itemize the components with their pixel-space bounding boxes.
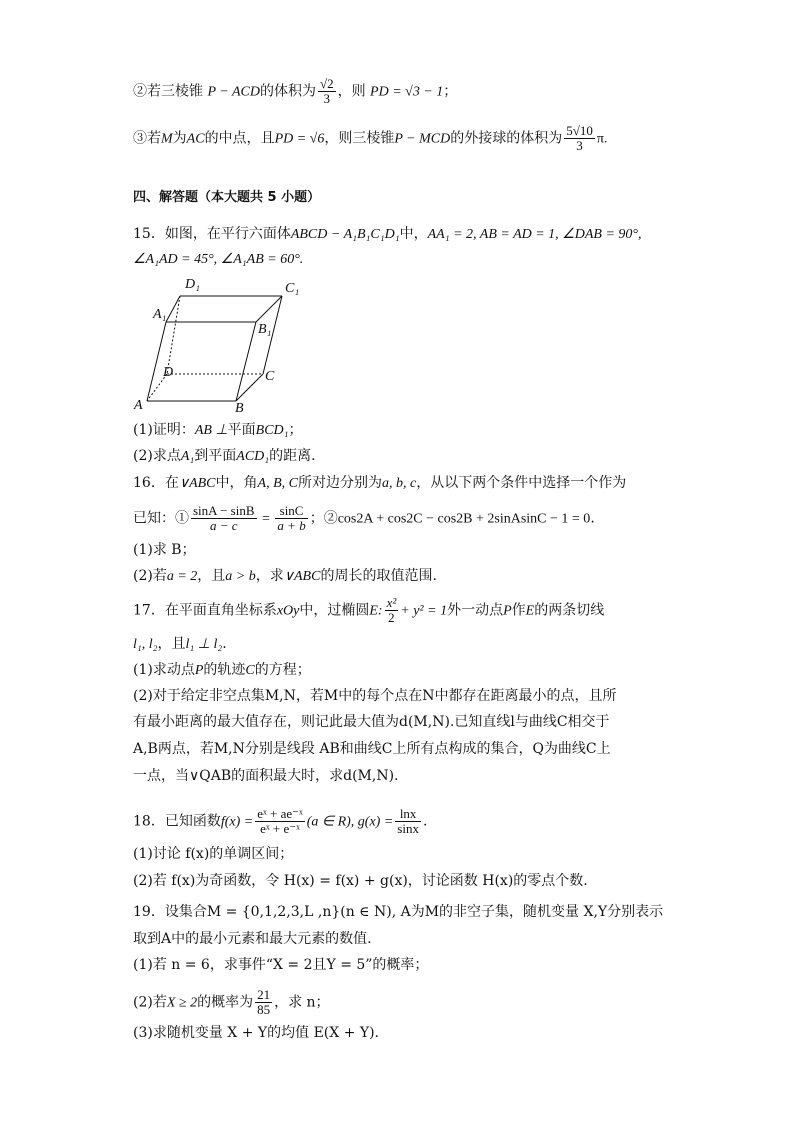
q15-part2: [133, 446, 316, 467]
fraction-num: sinC: [275, 504, 307, 519]
q17-part2-l3: A,B两点，若M,N分别是线段 AB和曲线C上所有点构成的集合，Q为曲线C上: [133, 741, 611, 757]
q18-part1: (1)讨论 f(x)的单调区间；: [133, 846, 294, 862]
q16-text: ，从以下两个条件中选择一个作为: [416, 475, 627, 491]
q19-part1: (1)若 n = 6，求事件“X = 2且Y = 5”的概率；: [133, 957, 429, 973]
q19-text: (2)若: [133, 994, 167, 1011]
q15-text: (1)证明：: [133, 422, 195, 438]
q17-math: + y² = 1: [400, 603, 448, 619]
fraction-den: 2: [388, 610, 395, 625]
statement-2-math: P − ACD: [207, 84, 260, 100]
fraction: [255, 807, 305, 836]
q17-text: 外一动点: [447, 602, 504, 619]
q17-line1: [133, 596, 604, 625]
q16-line2: [133, 504, 595, 533]
q16-part1: (1)求 B；: [133, 542, 196, 558]
fraction-den: a + b: [277, 518, 306, 533]
q17-text: 中，过椭圆: [299, 602, 370, 619]
label-b: B: [235, 401, 244, 414]
label-d: D: [163, 365, 174, 380]
fraction-num: 21: [257, 987, 271, 1002]
fraction-num: 5√10: [566, 123, 593, 138]
q15-math: ABCD − A₁B₁C₁D₁: [290, 227, 400, 242]
q16-text: 所对边分别为: [297, 475, 382, 491]
fraction-den: 85: [257, 1002, 271, 1017]
fraction-den: 3: [576, 138, 583, 153]
q16-text: ，求: [255, 568, 284, 584]
section-heading: 四、解答题（本大题共 5 小题）: [133, 190, 321, 205]
q17-text: 的两条切线: [534, 602, 605, 619]
q17-math: E: [525, 603, 535, 619]
q15-math: BCD₁: [255, 423, 289, 438]
q17-text: .: [222, 636, 227, 652]
q16-text: 中，角: [215, 475, 258, 491]
q15-text: 到平面: [194, 448, 237, 464]
q16-line1: [133, 473, 626, 494]
q19-math: X ≥ 2: [166, 995, 198, 1011]
q16-text: 16．在: [133, 475, 179, 491]
q19-line1: 19．设集合M = {0,1,2,3,L ,n}(n ∈ N), A为M的非空子集，随机变量 X,Y分别表示: [133, 904, 664, 920]
q16-math: ∨ABC: [283, 569, 321, 584]
statement-2-math: PD = √3 − 1: [370, 84, 444, 100]
label-c: C: [265, 369, 275, 384]
fraction: [395, 807, 421, 836]
fraction-num: √2: [319, 76, 334, 91]
statement-3-text: ③若: [133, 130, 161, 147]
label-a: A: [134, 398, 143, 413]
q15-text: 的距离.: [269, 448, 316, 464]
fraction-num: sinA − sinB: [193, 503, 255, 518]
statement-3-math: PD = √6: [274, 131, 325, 147]
fraction-num: eˣ + ae⁻ˣ: [257, 806, 303, 821]
q19-part3: (3)求随机变量 X + Y的均值 E(X + Y).: [133, 1025, 380, 1041]
statement-3-text: 的中点，且: [204, 130, 275, 147]
fraction-num: lnx: [395, 807, 421, 822]
edge-bc: [236, 374, 263, 401]
q15-text: (2)求点: [133, 448, 181, 464]
q16-text: 的周长的取值范围.: [320, 568, 437, 584]
statement-2-text: ，则: [337, 83, 371, 100]
q15-math: AB ⊥: [194, 423, 228, 438]
q15-text: ；: [288, 422, 303, 438]
q17-text: ，且: [157, 636, 186, 652]
q15-text: 15．如图，在平行六面体: [133, 226, 291, 242]
q16-part2: [133, 566, 437, 587]
q16-math: =: [258, 511, 274, 527]
statement-3-text: 的外接球的体积为: [450, 130, 563, 147]
q17-math: E:: [369, 603, 383, 619]
statement-3-text: ，则三棱锥: [324, 130, 395, 147]
q18-math: f(x) =: [220, 814, 254, 830]
q16-math: ∨ABC: [178, 476, 216, 491]
q16-math: a, b, c: [381, 476, 417, 491]
q17-part2-l1: (2)对于给定非空点集M,N，若M中的每个点在N中都存在距离最小的点，且所: [133, 688, 617, 704]
q18-line1: [133, 807, 427, 836]
statement-3: [133, 124, 607, 153]
fraction: [385, 596, 399, 625]
fraction-den: a − c: [209, 518, 238, 533]
statement-3-math: AC: [186, 131, 205, 147]
fraction-den: eˣ + e⁻ˣ: [260, 821, 300, 836]
fraction: [275, 504, 307, 533]
label-a1: A₁: [153, 307, 167, 322]
q17-text: 17．在平面直角坐标系: [133, 602, 277, 619]
q17-math: l₁ ⊥ l₂: [185, 637, 223, 652]
q16-text: (2)若: [133, 568, 167, 584]
label-d1: D₁: [185, 277, 200, 292]
statement-2-text: 的体积为: [259, 83, 316, 100]
q17-line2: [133, 634, 227, 655]
statement-2-text: ②若三棱锥: [133, 83, 208, 100]
q17-math: l₁, l₂: [133, 637, 158, 652]
q15-text: 平面: [227, 422, 256, 438]
q18-text: .: [422, 813, 428, 830]
q15-line2: ∠A₁AD = 45°, ∠A₁AB = 60°.: [133, 252, 304, 267]
fraction-den: sinx: [397, 821, 419, 836]
q18-text: 18．已知函数: [133, 813, 221, 830]
q17-text: 作: [511, 602, 526, 619]
q18-part2: (2)若 f(x)为奇函数，令 H(x) = f(x) + g(x)，讨论函数 H(x)的零点个数.: [133, 873, 588, 889]
q16-text: 已知：①: [133, 510, 189, 527]
q18-math: (a ∈ R), g(x) =: [306, 814, 394, 830]
q17-part1: [133, 660, 311, 681]
fraction: [191, 504, 257, 533]
edge-bb1: [236, 322, 256, 401]
q19-line2: 取到A中的最小元素和最大元素的数值.: [133, 931, 372, 947]
q16-math: a > b: [225, 569, 256, 584]
fraction-num: x²: [386, 595, 397, 610]
edge-c1b1: [256, 296, 282, 322]
q16-text: ；②: [309, 510, 338, 527]
q15-part1: [133, 420, 303, 441]
q17-part2-l4: 一点，当∨QAB的面积最大时，求d(M,N).: [133, 768, 399, 784]
q17-math: xOy: [276, 603, 300, 619]
fraction: [255, 988, 272, 1017]
q17-math: C: [245, 663, 255, 678]
q17-text: 的方程；: [254, 662, 311, 678]
fraction: [318, 77, 336, 106]
q19-text: ，求 n；: [274, 994, 330, 1011]
q19-text: 的概率为: [197, 994, 254, 1011]
q15-text: 中，: [399, 226, 428, 242]
edge-aa1: [147, 322, 166, 401]
q16-math: cos2A + cos2C − cos2B + 2sinAsinC − 1 = 0: [337, 511, 591, 527]
statement-3-text: π.: [596, 131, 608, 147]
parallelepiped-figure: [133, 274, 313, 414]
q15-math: A₁: [180, 449, 195, 464]
label-c1: C₁: [285, 281, 300, 296]
q15-math: AA₁ = 2, AB = AD = 1, ∠DAB = 90°,: [427, 227, 642, 242]
fraction-den: 3: [323, 91, 331, 106]
q16-text: .: [590, 510, 595, 527]
q17-math: P: [503, 603, 512, 619]
q15-math: ACD₁: [236, 449, 270, 464]
q17-text: 的轨迹: [203, 662, 246, 678]
q16-math: A, B, C: [257, 476, 298, 491]
q17-part2-l2: 有最小距离的最大值存在，则记此最大值为d(M,N).已知直线l与曲线C相交于: [133, 714, 610, 730]
label-b1: B₁: [258, 322, 272, 337]
q15-line1: [133, 224, 642, 245]
q17-math: P: [194, 663, 204, 678]
q16-math: a = 2: [166, 569, 198, 584]
statement-3-math: P − MCD: [394, 131, 451, 147]
statement-3-math: M: [161, 131, 173, 147]
q16-text: ，且: [197, 568, 226, 584]
fraction: [564, 124, 595, 153]
statement-2-text: ；: [443, 83, 458, 100]
statement-3-text: 为: [172, 130, 187, 147]
q19-part2: [133, 988, 330, 1017]
statement-2: [133, 77, 457, 106]
q17-text: (1)求动点: [133, 662, 195, 678]
